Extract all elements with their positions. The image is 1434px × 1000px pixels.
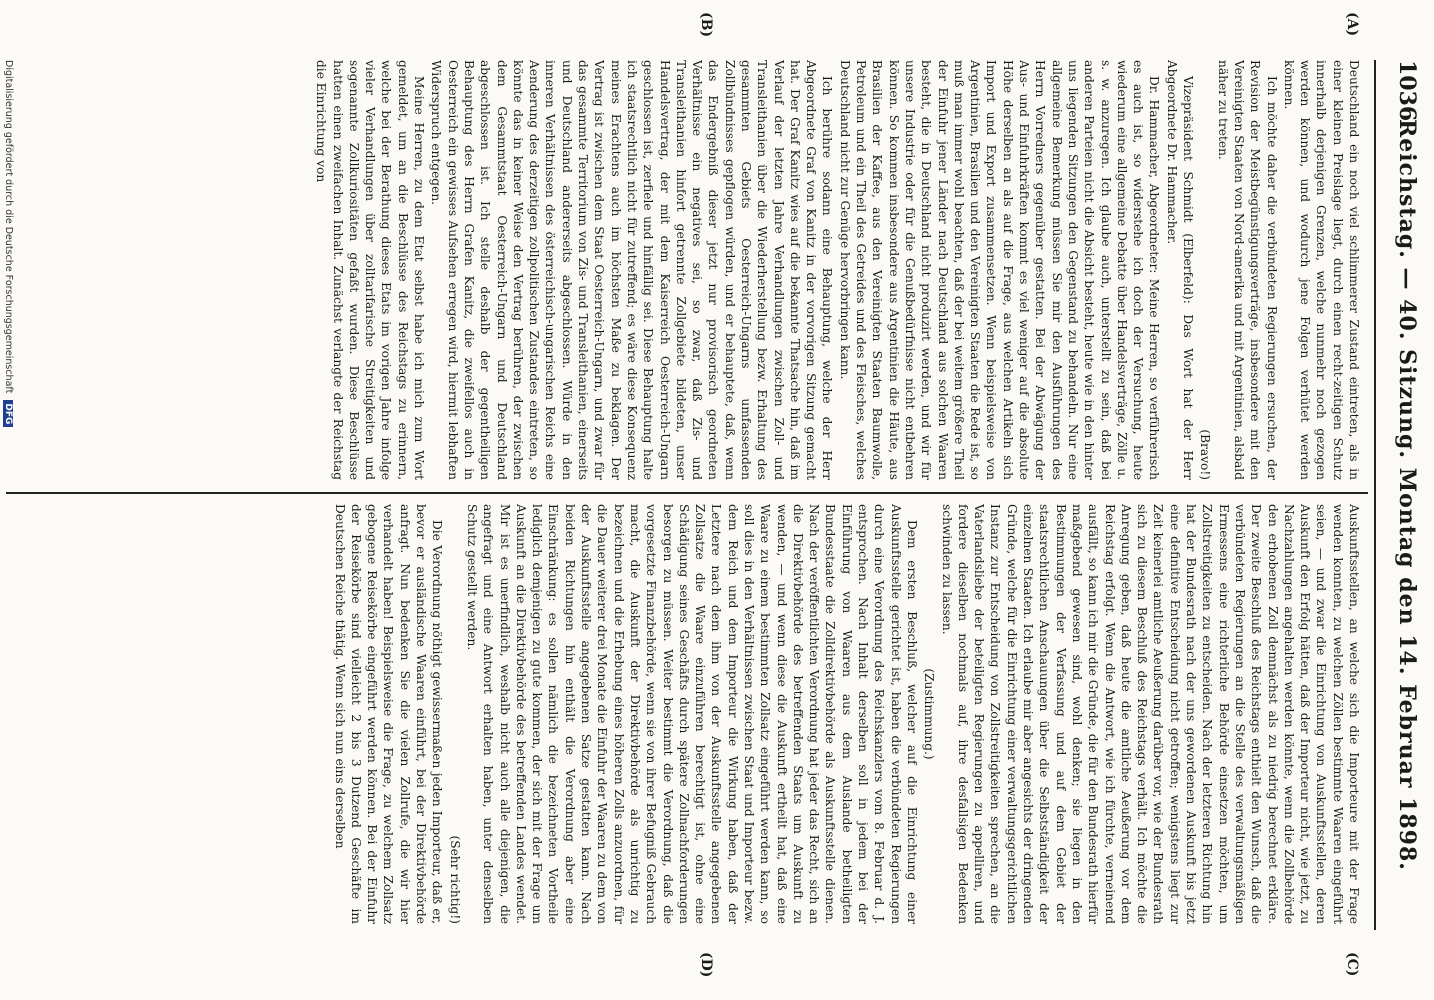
- page-number: 1036: [1394, 60, 1420, 122]
- header-rule: [1374, 60, 1376, 930]
- digitization-footer: [0, 60, 14, 930]
- interjection: (Bravo!): [1198, 429, 1213, 480]
- margin-label-b: (B): [698, 12, 714, 38]
- column-divider: [6, 492, 1368, 494]
- interjection: (Sehr richtig!): [447, 835, 462, 924]
- interjection: (Zustimmung.): [922, 668, 937, 760]
- speaker-paragraph: Dr. Hammacher, Abgeordneter: Meine Herren, so verführerisch es auch ist, so widerstehe ich doch der Versuchung, heute wiederum eine allgemeine Debatte über Handelsverträge, Zölle u. s. w. anzuregen. Ich glaube auch, unterstellt zu sein, daß bei anderen Parteien nicht die Absicht besteht, heute wie in den hinter uns liegenden Sitzungen den Gegenstand zu behandeln. Nur eine allgemeine Bemerkung müssen Sie mir den Ausführungen des Herrn Vorredners gegenüber gestatten. Bei der Abwägung der Aus- und Einfuhrkräften kommt es viel weniger auf die absolute Höhe derselben an als auf die Frage, aus welchen Artikeln sich Import und Export zusammensetzen. Wenn beispielsweise von Argentinien, Brasilien und den Vereinigten Staaten die Rede ist, so muß man immer wohl beachten, daß der bei weitem größere Theil der Einfuhr jener Länder nach Deutschland aus solchen Waaren besteht, die in Deutschland nicht produzirt werden, und wir für unsere Industrie oder für die Genußbedürfnisse nicht entbehren können. So kommen insbesondere aus Argentinien die Häute, aus Brasilien der Kaffee, aus den Vereinigten Staaten Baumwolle, Petroleum und ein Theil des Getreides und des Fleisches, welches Deutschland nicht zur Genüge hervorbringen kann.: [837, 60, 1162, 480]
- dfg-logo-icon: DFG: [3, 400, 13, 427]
- speaker-paragraph: Vizepräsident Schmidt (Elberfeld): Das Wort hat der Herr Abgeordnete Dr. Hammacher.: [1164, 60, 1196, 480]
- paragraph: Auskunftsstellen, an welche sich die Importeure mit der Frage wenden konnten, zu welchen Zöllen bestimmte Waaren eingeführt seien, — und zwar die Einrichtung von Auskunftsstellen, deren Auskunft den Erfolg hätten, daß der Importeur nicht, wie jetzt, zu Nachzahlungen angehalten werden könnte, wenn die Zollbehörde den erhobenen Zoll demnächst als zu niedrig berechnet erkläre. Der zweite Beschluß des Reichstags enthielt den Wunsch, daß die verbündeten Regierungen an die Stelle des verwaltungsmäßigen Ermessens eine richterliche Behörde einsetzen möchten, um Zollstreitigkeiten zu entscheiden. Nach der letzteren Richtung hin hat der Bundesrath nach der uns gewordenen Auskunft bis jetzt eine definitive Entscheidung nicht getroffen; wenigstens liegt zur Zeit keinerlei amtliche Aeußerung darüber vor, wie der Bundesrath sich zu diesem Beschluß des Reichstags verhält. Ich möchte die Anregung geben, daß heute die amtliche Aeußerung vor dem Reichstag erfolgt. Wenn die Antwort, wie ich fürchte, verneinend ausfällt, so kann ich mir die Gründe, die für den Bundesrath hierfür maßgebend gewesen sind, wohl denken; sie liegen in den Bestimmungen der Verfassung und auf dem Gebiet der staatsrechtlichen Anschauungen über die Selbstständigkeit der einzelnen Staaten. Ich erlaube mir aber angesichts der dringenden Gründe, welche für die Einrichtung einer verwaltungsgerichtlichen Instanz zur Entscheidung von Zollstreitigkeiten sprechen, an die Vaterlandsliebe der beteiligten Regierungen zu appelliren, und fordere dieselben nochmals auf, ihre desfallsigen Bedenken schwinden zu lassen.: [939, 504, 1361, 924]
- margin-label-c: (C): [1344, 952, 1360, 977]
- digitization-note: Digitalisierung gefördert durch die Deutsche Forschungsgemeinschaft: [3, 60, 14, 394]
- paragraph: Die Verordnung nöthigt gewissermaßen jeden Importeur, daß er, bevor er ausländische Waaren einführt, bei der Direktivbehörde anfragt. Nun bedenken Sie die vielen Zollrufe, die wir hier verhandelt haben! Beispielsweise die Frage, zu welchem Zollsatz gebogene Reisekörbe eingeführt werden können. Bei der Einfuhr der Reisekörbe sind vielleicht 2 bis 3 Dutzend Geschäfte im Deutschen Reiche thätig. Wenn sich nun eins derselben: [332, 504, 445, 924]
- paragraph: Ich möchte daher die verbündeten Regierungen ersuchen, der Revision der Meistbegünstigungsverträge, insbesondere mit den Vereinigten Staaten von Nord-amerika und mit Argentinien, alsbald näher zu treten.: [1215, 60, 1279, 480]
- left-text-column: [6, 60, 1362, 480]
- margin-label-a: (A): [1344, 12, 1360, 37]
- paragraph: Ich berühre sodann eine Behauptung, welche der Herr Abgeordnete Graf von Kanitz in der vorvorigen Sitzung gemacht hat. Der Graf Kanitz wies auf die bekannte Thatsache hin, daß im Verlauf der letzten Jahre Verhandlungen zwischen Zoll- und Transleithanien über die Wiederherstellung bezw. Erhaltung des gesammten Gebiets Oesterreich-Ungarns umfassenden Zollbündnisses gepflogen würden, und er behauptete, daß, wenn das Endergebniß dieser jetzt nur provisorisch geordneten Verhältnisse ein negatives sei, so zwar, daß Zis- und Transleithanien hinfort getrennte Zollgebiete bildeten, unser Handelsvertrag, der mit dem Kaiserreich Oesterreich-Ungarn geschlossen ist, zerfiele und hinfällig sei. Diese Behauptung halte ich staatsrechtlich nicht für zutreffend; es wäre diese Konsequenz meines Erachtens auch im höchsten Maße zu beklagen. Der Vertrag ist zwischen dem Staat Oesterreich-Ungarn, und zwar für das gesammte Territorium von Zis- und Transleithanien, einerseits und Deutschland andererseits abgeschlossen. Würde in den inneren Verhältnissen des österreichisch-ungarischen Reichs eine Aenderung des derzeitigen zollpolitischen Zustandes eintreten, so könnte das in keiner Weise den Vertrag berühren, der zwischen dem Gesammtstaat Oesterreich-Ungarn und Deutschland abgeschlossen ist. Ich stelle deshalb der gegentheiligen Behauptung des Herrn Grafen Kanitz, die zweifellos auch in Oesterreich ein gewisses Aufsehen erregen wird, hiermit lebhaften Widerspruch entgegen.: [429, 60, 835, 480]
- paragraph: Dem ersten Beschluß, welcher auf die Einrichtung einer Auskunftsstelle gerichtet ist, haben die verbündeten Regierungen durch eine Verordnung des Reichskanzlers vom 8. Februar d. J. entsprochen. Nach Inhalt derselben soll in jedem bei der Einführung von Waaren aus dem Auslande betheiligten Bundesstaate die Zolldirektivbehörde als Auskunftsstelle dienen. Nach der veröffentlichten Verordnung hat jeder das Recht, sich an die Direktivbehörde des betreffenden Staats um Auskunft zu wenden, — und wenn diese die Auskunft ertheilt hat, daß eine Waare zu einem bestimmten Zollsatz eingeführt werden kann, so soll dies in den Verhältnissen zwischen Staat und Importeur bezw. dem Reich und dem Importeur die Wirkung haben, daß der Letztere nach dem ihm von der Auskunftsstelle angegebenen Zollsatze die Waare einzuführen berechtigt ist, ohne eine Schädigung seines Geschäfts durch spätere Zollnachforderungen besorgen zu müssen. Weiter bestimmt die Verordnung, daß die vorgesetzte Finanzbehörde, wenn sie von ihrer Befugniß Gebrauch macht, die Auskunft der Direktivbehörde als unrichtig zu bezeichnen und die Erhebung eines höheren Zolls anzuordnen, für die Dauer weiterer drei Monate die Einfuhr der Waaren zu dem von der Auskunftsstelle angegebenen Satze gestatten kann. Nach beiden Richtungen hin enthält die Verordnung aber eine Einschränkung: es sollen nämlich die bezeichneten Vortheile lediglich demjenigen zu gute kommen, der sich mit der Frage um Auskunft an die Direktivbehörde des betreffenden Landes wendet. Mir ist es unerfindlich, weshalb nicht auch alle diejenigen, die angefragt und eine Antwort erhalten haben, unter denselben Schutz gestellt werden.: [464, 504, 919, 924]
- margin-label-d: (D): [698, 952, 714, 978]
- running-head: Reichstag. — 40. Sitzung. Montag den 14. Februar 1898.: [1394, 119, 1420, 871]
- right-text-column: [6, 504, 1362, 924]
- page-header: [1382, 60, 1426, 930]
- paragraph: Deutschland ein noch viel schlimmerer Zustand eintreten, als in einer kleinen Preislage liegt, durch einen recht-zeitigen Schutz innerhalb derjenigen Grenzen, welche nunmehr noch gezogen werden können, und wodurch jene Folgen verhütet werden können.: [1281, 60, 1361, 480]
- paragraph: Meine Herren, zu dem Etat selbst habe ich mich zum Wort gemeldet, um an die Beschlüsse des Reichstags zu erinnern, welche bei der Berathung dieses Etats im vorigen Jahre infolge vieler Verhandlungen über zolltarifarische Streitigkeiten und sogenannte Zollkuriositäten gefaßt wurden. Diese Beschlüsse hatten einen zweifachen Inhalt. Zunächst verlangte der Reichstag die Einrichtung von: [314, 60, 427, 480]
